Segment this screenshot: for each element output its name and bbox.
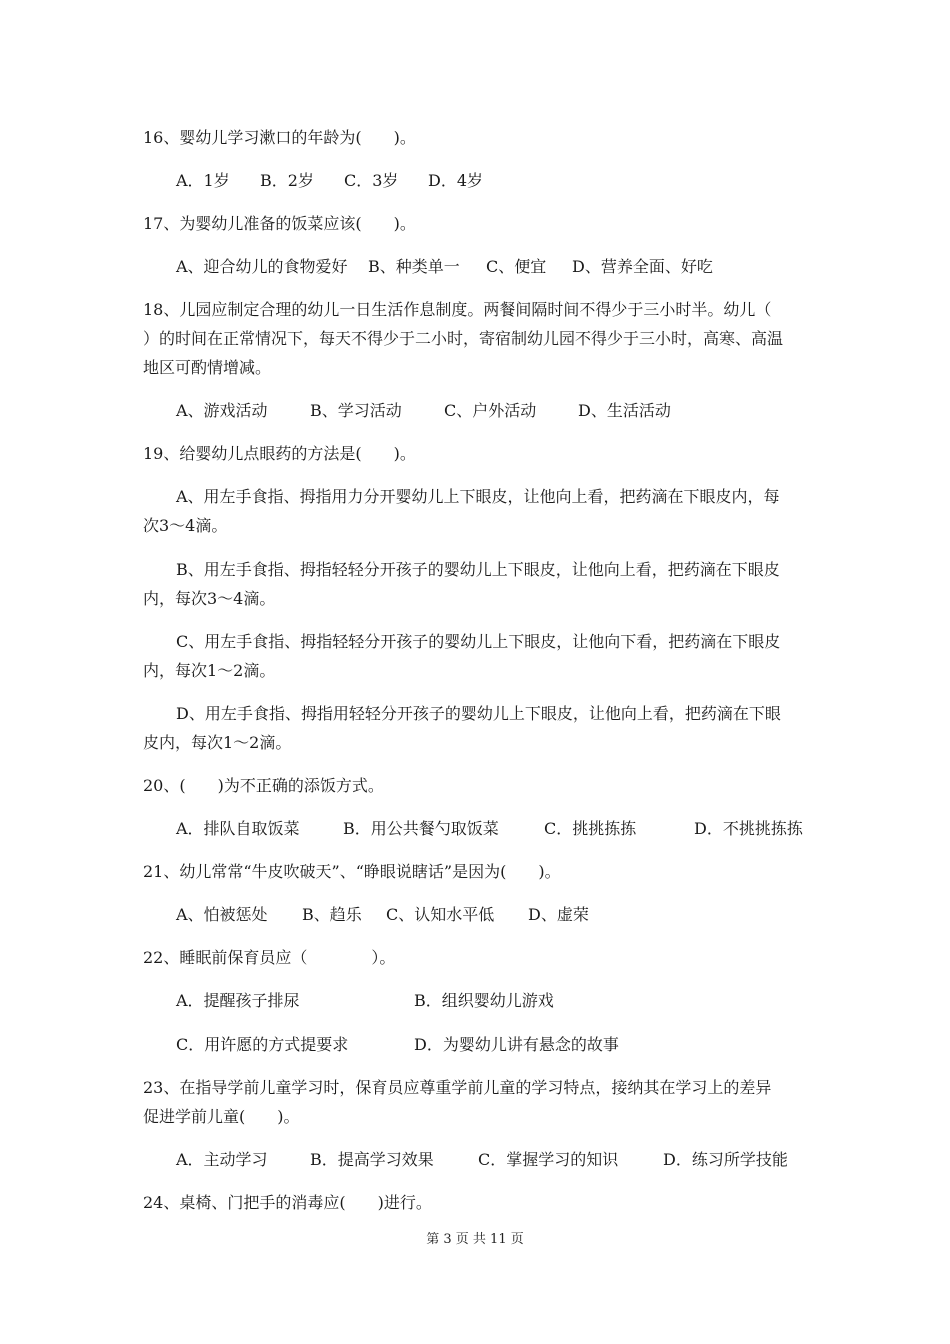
question-19-option-c-line-2: 内，每次1～2滴。 (143, 661, 276, 680)
question-20-options (176, 819, 816, 839)
question-17-stem: 17、为婴幼儿准备的饭菜应该( )。 (143, 214, 416, 233)
question-18-stem-line-2: ）的时间在正常情况下，每天不得少于二小时，寄宿制幼儿园不得少于三小时，高寒、高温 (143, 329, 784, 348)
option-b: B、学习活动 (310, 401, 402, 420)
option-a: A．排队自取饭菜 (176, 819, 300, 838)
question-19-option-b-line-2: 内，每次3～4滴。 (143, 589, 276, 608)
question-19-option-c-line-1: C、用左手食指、拇指轻轻分开孩子的婴幼儿上下眼皮，让他向下看，把药滴在下眼皮 (176, 632, 781, 651)
question-21-options (176, 905, 616, 925)
option-d: D．练习所学技能 (663, 1150, 788, 1169)
option-c: C、户外活动 (444, 401, 537, 420)
option-c: C．挑挑拣拣 (544, 819, 637, 838)
option-b: B．提高学习效果 (310, 1150, 434, 1169)
question-18-stem-line-1: 18、儿园应制定合理的幼儿一日生活作息制度。两餐间隔时间不得少于三小时半。幼儿（ (143, 300, 772, 319)
question-17-options (176, 257, 736, 277)
option-a: A、游戏活动 (176, 401, 268, 420)
option-c: C．用许愿的方式提要求 (176, 1035, 349, 1054)
question-23-stem-line-1: 23、在指导学前儿童学习时，保育员应尊重学前儿童的学习特点，接纳其在学习上的差异 (143, 1078, 772, 1097)
option-c: C．3岁 (344, 171, 399, 190)
question-23-stem-line-2: 促进学前儿童( )。 (143, 1107, 300, 1126)
question-22-stem: 22、睡眠前保育员应（ ）。 (143, 948, 396, 967)
question-16-options (176, 171, 536, 191)
option-a: A．提醒孩子排尿 (176, 991, 300, 1010)
option-c: C．掌握学习的知识 (478, 1150, 619, 1169)
option-b: B、趋乐 (302, 905, 362, 924)
question-20-stem: 20、( )为不正确的添饭方式。 (143, 776, 384, 795)
option-a: A、迎合幼儿的食物爱好 (176, 257, 348, 276)
question-18-options (176, 401, 696, 421)
option-d: D、虚荣 (528, 905, 589, 924)
question-19-stem: 19、给婴幼儿点眼药的方法是( )。 (143, 444, 416, 463)
option-b: B、种类单一 (368, 257, 460, 276)
option-d: D．不挑挑拣拣 (694, 819, 803, 838)
option-b: B．2岁 (260, 171, 314, 190)
question-22-options-row-1 (176, 991, 646, 1011)
option-a: A．1岁 (176, 171, 230, 190)
option-d: D、生活活动 (578, 401, 671, 420)
question-21-stem: 21、幼儿常常“牛皮吹破天”、“睁眼说瞎话”是因为( )。 (143, 862, 561, 881)
option-c: C、便宜 (486, 257, 547, 276)
question-24-stem: 24、桌椅、门把手的消毒应( )进行。 (143, 1193, 432, 1212)
option-a: A、怕被惩处 (176, 905, 268, 924)
question-23-options (176, 1150, 816, 1170)
question-19-option-b-line-1: B、用左手食指、拇指轻轻分开孩子的婴幼儿上下眼皮，让他向上看，把药滴在下眼皮 (176, 560, 780, 579)
question-19-option-a-line-2: 次3～4滴。 (143, 516, 228, 535)
option-c: C、认知水平低 (386, 905, 495, 924)
question-19-option-d-line-1: D、用左手食指、拇指用轻轻分开孩子的婴幼儿上下眼皮，让他向上看，把药滴在下眼 (176, 704, 781, 723)
question-18-stem-line-3: 地区可酌情增减。 (143, 358, 272, 377)
question-19-option-a-line-1: A、用左手食指、拇指用力分开婴幼儿上下眼皮，让他向上看，把药滴在下眼皮内，每 (176, 487, 780, 506)
option-d: D．为婴幼儿讲有悬念的故事 (414, 1035, 619, 1054)
option-d: D．4岁 (428, 171, 484, 190)
question-16-stem: 16、婴幼儿学习漱口的年龄为( )。 (143, 128, 416, 147)
page-number-footer: 第 3 页 共 11 页 (426, 1232, 524, 1247)
question-22-options-row-2 (176, 1035, 646, 1055)
option-a: A．主动学习 (176, 1150, 268, 1169)
option-b: B．组织婴幼儿游戏 (414, 991, 554, 1010)
question-19-option-d-line-2: 皮内，每次1～2滴。 (143, 733, 292, 752)
option-d: D、营养全面、好吃 (572, 257, 713, 276)
option-b: B．用公共餐勺取饭菜 (343, 819, 499, 838)
